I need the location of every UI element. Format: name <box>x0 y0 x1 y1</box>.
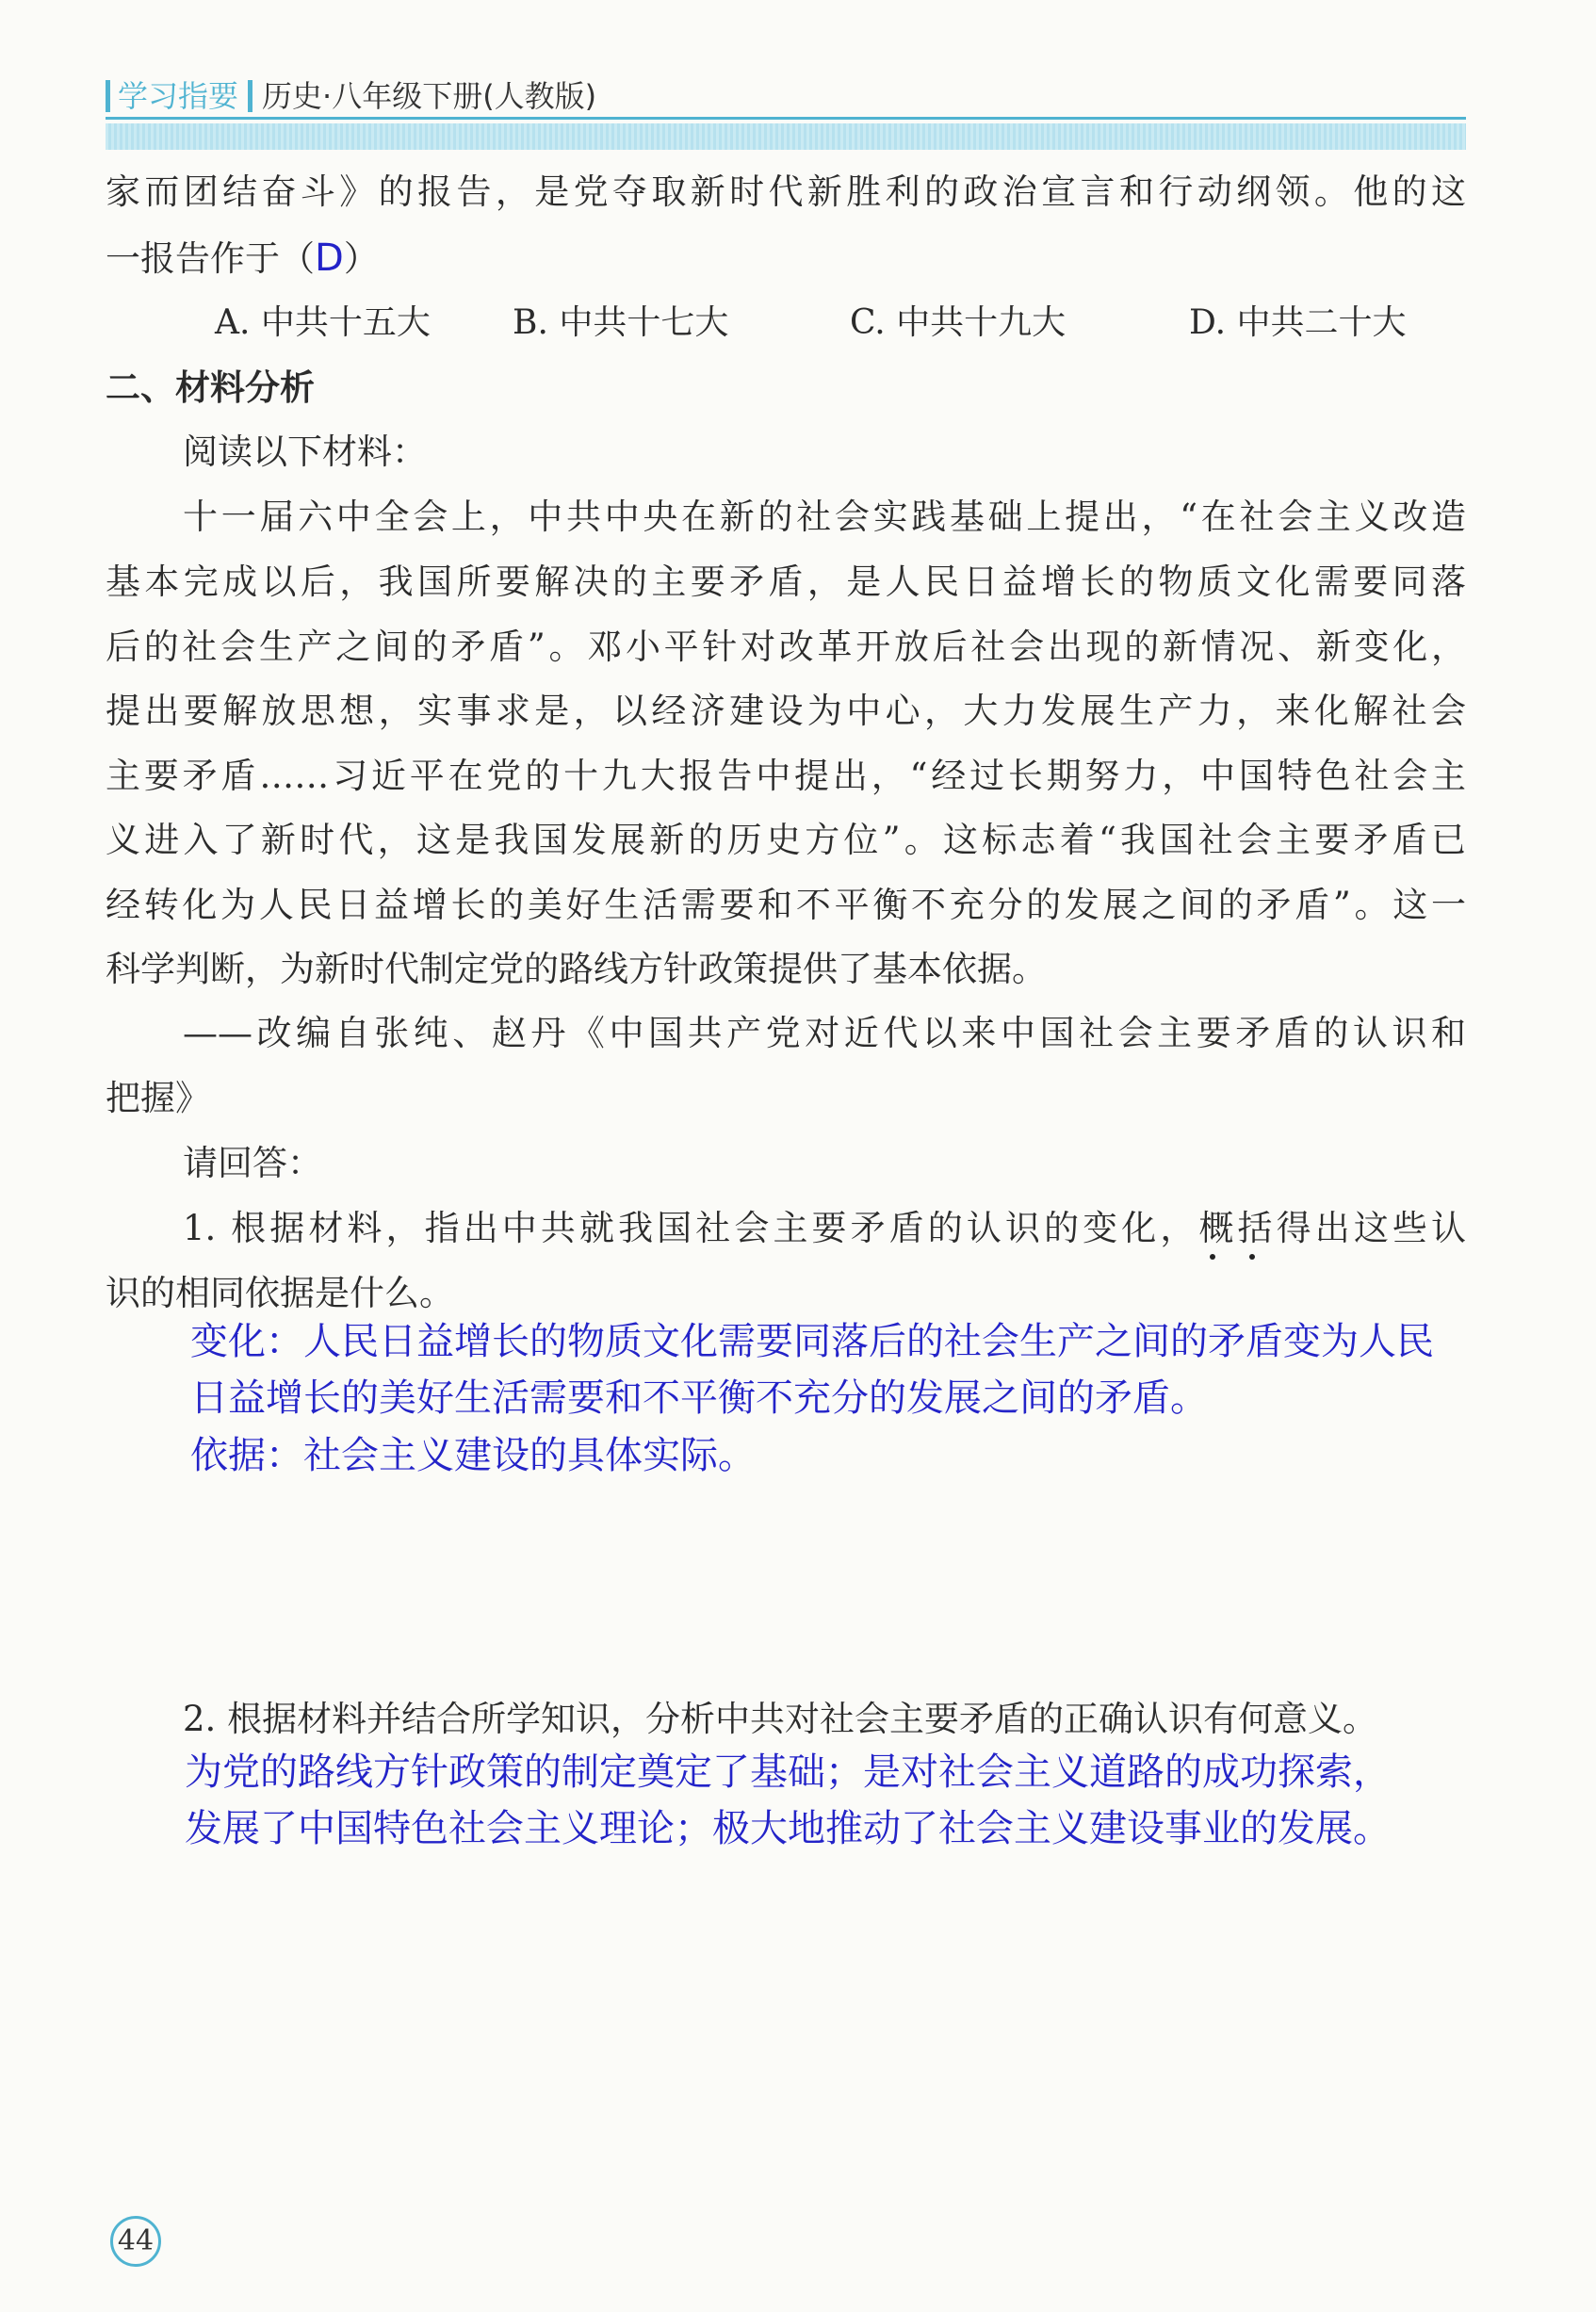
header-rule <box>106 117 1466 120</box>
q1-answer-line-1: 变化：人民日益增长的物质文化需要同落后的社会生产之间的矛盾变为人民 <box>190 1320 1434 1363</box>
material-line-6: 义进入了新时代，这是我国发展新的历史方位”。这标志着“我国社会主要矛盾已 <box>106 820 1466 860</box>
header-separator <box>248 80 252 112</box>
choice-a: A. 中共十五大 <box>215 303 431 342</box>
material-line-7: 经转化为人民日益增长的美好生活需要和不平衡不充分的发展之间的矛盾”。这一 <box>106 885 1466 925</box>
choice-b: B. 中共十七大 <box>513 303 729 342</box>
page-number: 44 <box>110 2216 161 2267</box>
choice-d: D. 中共二十大 <box>1189 303 1407 342</box>
material-line-5: 主要矛盾……习近平在党的十九大报告中提出，“经过长期努力，中国特色社会主 <box>106 756 1466 796</box>
header-book-title: 历史·八年级下册(人教版) <box>262 78 597 114</box>
q1-line1: 1. 根据材料，指出中共就我国社会主要矛盾的认识的变化，概括得出这些认 <box>183 1208 1466 1248</box>
emphasis-dot <box>1249 1254 1255 1260</box>
material-source-line1: ——改编自张纯、赵丹《中国共产党对近代以来中国社会主要矛盾的认识和 <box>183 1013 1466 1053</box>
section-heading: 二、材料分析 <box>106 367 315 408</box>
material-line-8: 科学判断，为新时代制定党的路线方针政策提供了基本依据。 <box>106 949 1047 989</box>
page-header <box>106 72 1466 117</box>
answer-prompt: 请回答： <box>183 1143 322 1183</box>
q1-answer-line-2: 日益增长的美好生活需要和不平衡不充分的发展之间的矛盾。 <box>190 1376 1208 1420</box>
prev-question-line1: 家而团结奋斗》的报告，是党夺取新时代新胜利的政治宣言和行动纲领。他的这 <box>106 171 1466 212</box>
q2-answer-line-2: 发展了中国特色社会主义理论；极大地推动了社会主义建设事业的发展。 <box>185 1807 1391 1850</box>
prev-question-suffix: ） <box>343 238 379 279</box>
choice-c: C. 中共十九大 <box>850 303 1067 342</box>
prev-question-line2 <box>106 235 379 282</box>
q2-answer-line-1: 为党的路线方针政策的制定奠定了基础；是对社会主义道路的成功探索， <box>185 1750 1391 1794</box>
q1-line2: 识的相同依据是什么。 <box>106 1273 454 1313</box>
prev-question-answer: D <box>315 236 344 280</box>
header-brand: 学习指要 <box>118 78 239 114</box>
q2-line1: 2. 根据材料并结合所学知识，分析中共对社会主要矛盾的正确认识有何意义。 <box>183 1699 1378 1739</box>
material-line-3: 后的社会生产之间的矛盾”。邓小平针对改革开放后社会出现的新情况、新变化， <box>106 627 1466 667</box>
header-band <box>106 123 1466 150</box>
header-bar <box>106 80 110 112</box>
material-line-1: 十一届六中全会上，中共中央在新的社会实践基础上提出，“在社会主义改造 <box>183 497 1466 537</box>
material-line-4: 提出要解放思想，实事求是，以经济建设为中心，大力发展生产力，来化解社会 <box>106 691 1466 731</box>
material-line-2: 基本完成以后，我国所要解决的主要矛盾，是人民日益增长的物质文化需要同落 <box>106 562 1466 602</box>
section-intro: 阅读以下材料： <box>183 431 427 472</box>
q1-answer-line-3: 依据：社会主义建设的具体实际。 <box>190 1434 756 1477</box>
material-source-line2: 把握》 <box>106 1078 210 1118</box>
prev-question-prefix: 一报告作于（ <box>106 238 315 279</box>
emphasis-dot <box>1210 1254 1215 1260</box>
